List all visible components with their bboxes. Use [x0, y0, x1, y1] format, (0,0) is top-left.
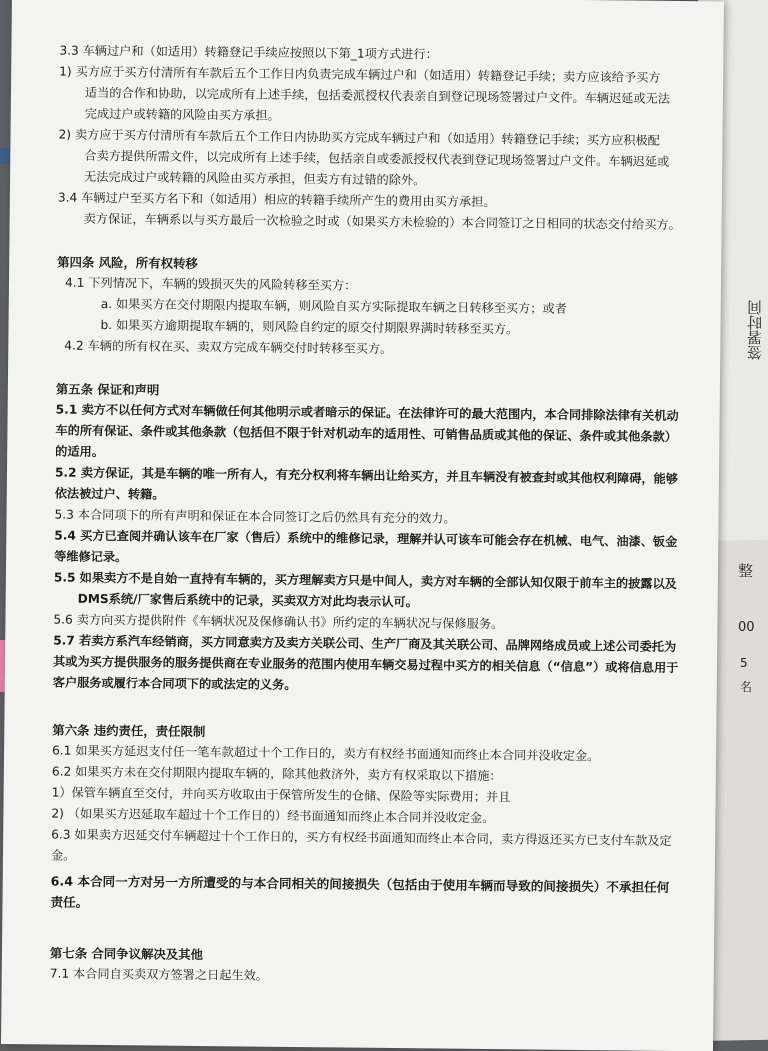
clause-3-3-1-line3: 完成过户或转籍的风险由买方承担。: [84, 106, 280, 123]
clause-5-2: 5.2 卖方保证，其是车辆的唯一所有人，有充分权利将车辆出让给买方，并且车辆没有被查封或其他权利障碍，能够依法被过户、转籍。: [54, 465, 679, 502]
clause-3-3-2-line3: 无法完成过户或转籍的风险由买方承担，但卖方有过错的除外。: [84, 169, 426, 188]
side-text-vertical: 签署时间: [746, 300, 764, 360]
article-5-heading: 第五条 保证和声明: [55, 381, 160, 398]
side-text-2: 00: [738, 620, 755, 635]
clause-5-5-line1: 5.5 如果卖方不是自始一直持有车辆的，买方理解卖方只是中间人，卖方对车辆的全部认知仅限于前车主的披露以及: [53, 570, 677, 591]
clause-5-1: 5.1 卖方不以任何方式对车辆做任何其他明示或者暗示的保证。在法律许可的最大范围内，本合同排除法律有关机动车的所有保证、条件或其他条款（包括但不限于针对机动车的适用性、可销售品质或其他的保证、条件或其他条款）的适用。: [55, 402, 679, 459]
clause-5-6: 5.6 卖方向买方提供附件《车辆状况及保修确认书》所约定的车辆状况与保修服务。: [53, 612, 504, 632]
contract-body: [50, 41, 690, 992]
contract-page: [1, 0, 724, 1051]
clause-3-3: 3.3 车辆过户和（如适用）转籍登记手续应按照以下第_1项方式进行：: [59, 43, 438, 62]
article-6-heading: 第六条 违约责任，责任限制: [52, 722, 206, 740]
clause-5-3: 5.3 本合同项下的所有声明和保证在本合同签订之后仍然具有充分的效力。: [54, 507, 456, 526]
clause-6-1: 6.1 如果买方延迟支付任一笔车款超过十个工作日的，卖方有权经书面通知而终止本合同并没收定金。: [52, 743, 600, 764]
clause-6-2-2: 2) （如果买方迟延取车超过十个工作日的）经书面通知而终止本合同并没收定金。: [51, 806, 495, 826]
article-7-heading: 第七条 合同争议解决及其他: [49, 945, 204, 963]
clause-3-3-2-line2: 合卖方提供所需文件，以完成所有上述手续，包括亲自或委派授权代表到登记现场签署过户文件。车辆迟延或: [84, 148, 670, 169]
clause-6-2-1: 1）保管车辆直至交付，并向买方收取由于保管所发生的仓储、保险等实际费用；并且: [51, 785, 511, 805]
clause-3-4-line2: 卖方保证，车辆系以与买方最后一次检验之时或（如果买方未检验的）本合同签订之日相同的状态交付给买方。: [83, 211, 681, 233]
clause-4-1-a: a. 如果买方在交付期限内提取车辆，则风险自买方实际提取车辆之日转移至买方；或者: [100, 296, 567, 316]
side-text-1: 整: [738, 562, 754, 580]
clause-3-3-1-line1: 1) 买方应于买方付清所有车款后五个工作日内负责完成车辆过户和（如适用）转籍登记手续；卖方应该给予买方: [59, 64, 661, 85]
clause-5-4: 5.4 买方已查阅并确认该车在厂家（售后）系统中的维修记录，理解并认可该车可能会存在机械、电气、油漆、钣金等维修记录。: [54, 528, 678, 565]
clause-6-4: 6.4 本合同一方对另一方所遭受的与本合同相关的间接损失（包括由于使用车辆而导致的间接损失）不承担任何责任。: [50, 873, 670, 910]
clause-4-1: 4.1 下列情况下，车辆的毁损灭失的风险转移至买方：: [64, 275, 357, 293]
clause-5-5-line2: DMS系统/厂家售后系统中的记录，买卖双方对此均表示认可。: [77, 591, 418, 610]
clause-5-7: 5.7 若卖方系汽车经销商，买方同意卖方及卖方关联公司、生产厂商及其关联公司、品牌网络成员或上述公司委托为其或为买方提供服务的服务提供商在专业服务的范围内使用车辆交易过程中买方的相关信息（“信息”）或将信息用于客户服务或履行本合同项下的或法定的义务。: [52, 633, 679, 693]
article-4-heading: 第四条 风险，所有权转移: [57, 254, 198, 271]
clause-4-1-b: b. 如果买方逾期提取车辆的，则风险自约定的原交付期限界满时转移至买方。: [100, 317, 519, 337]
side-text-3: 5: [740, 656, 748, 670]
side-text-4: 名: [740, 680, 753, 694]
clause-3-3-1-line2: 适当的合作和协助，以完成所有上述手续，包括委派授权代表亲自到登记现场签署过户文件。车辆迟延或无法: [84, 85, 671, 106]
clause-3-3-2-line1: 2) 卖方应于买方付清所有车款后五个工作日内协助买方完成车辆过户和（如适用）转籍登记手续；买方应积极配: [58, 127, 660, 148]
clause-7-1: 7.1 本合同自买卖双方签署之日起生效。: [49, 966, 269, 983]
binder-clip: [0, 148, 10, 164]
clause-6-2: 6.2 如果买方未在交付期限内提取车辆的，除其他救济外，卖方有权采取以下措施：: [51, 764, 502, 784]
clause-6-3: 6.3 如果卖方迟延交付车辆超过十个工作日的，买方有权经书面通知而终止本合同，卖方得返还买方已支付车款及定金。: [50, 827, 672, 863]
clause-3-4-line1: 3.4 车辆过户至买方名下和（如适用）相应的转籍手续所产生的费用由买方承担。: [57, 190, 496, 210]
clause-4-2: 4.2 车辆的所有权在买、卖双方完成车辆交付时转移至买方。: [64, 338, 393, 357]
